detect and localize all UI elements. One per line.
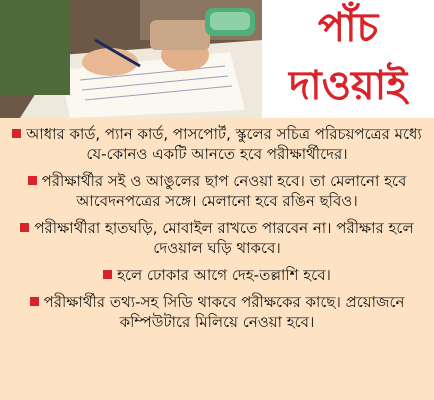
headline-line-1: পাঁচ [317, 5, 379, 51]
list-item-text: পরীক্ষার্থীর সই ও আঙুলের ছাপ নেওয়া হবে। তা মেলানো হবে আবেদনপত্রের সঙ্গে। মেলানো হবে রঙিন ছবিও। [41, 172, 407, 210]
list-item [0, 171, 434, 211]
list-item [0, 218, 434, 258]
list-item-text: পরীক্ষার্থীরা হাতঘড়ি, মোবাইল রাখতে পারবেন না। পরীক্ষার হলে দেওয়াল ঘড়ি থাকবে। [34, 219, 414, 257]
list-item [0, 124, 434, 164]
headline-box [262, 0, 434, 118]
list-item-text: হলে ঢোকার আগে দেহ-তল্লাশি হবে। [117, 266, 331, 284]
list-item-text: আধার কার্ড, প্যান কার্ড, পাসপোর্ট, স্কুলের সচিত্র পরিচয়পত্রের মধ্যে যে-কোনও একটি আনতে হবে পরীক্ষার্থীদের। [26, 125, 422, 163]
exam-photo-illustration [0, 0, 262, 118]
bullet-icon [20, 223, 29, 232]
bullet-icon [103, 270, 112, 279]
bullet-icon [12, 129, 21, 138]
bullet-icon [30, 297, 39, 306]
rules-list [0, 124, 434, 339]
list-item-text: পরীক্ষার্থীর তথ্য-সহ সিডি থাকবে পরীক্ষকের কাছে। প্রয়োজনে কম্পিউটারে মিলিয়ে নেওয়া হবে। [43, 293, 405, 331]
list-item [0, 292, 434, 332]
headline-line-2: দাওয়াই [288, 63, 408, 109]
bullet-icon [28, 176, 37, 185]
exam-photo [0, 0, 262, 118]
list-item [0, 265, 434, 285]
